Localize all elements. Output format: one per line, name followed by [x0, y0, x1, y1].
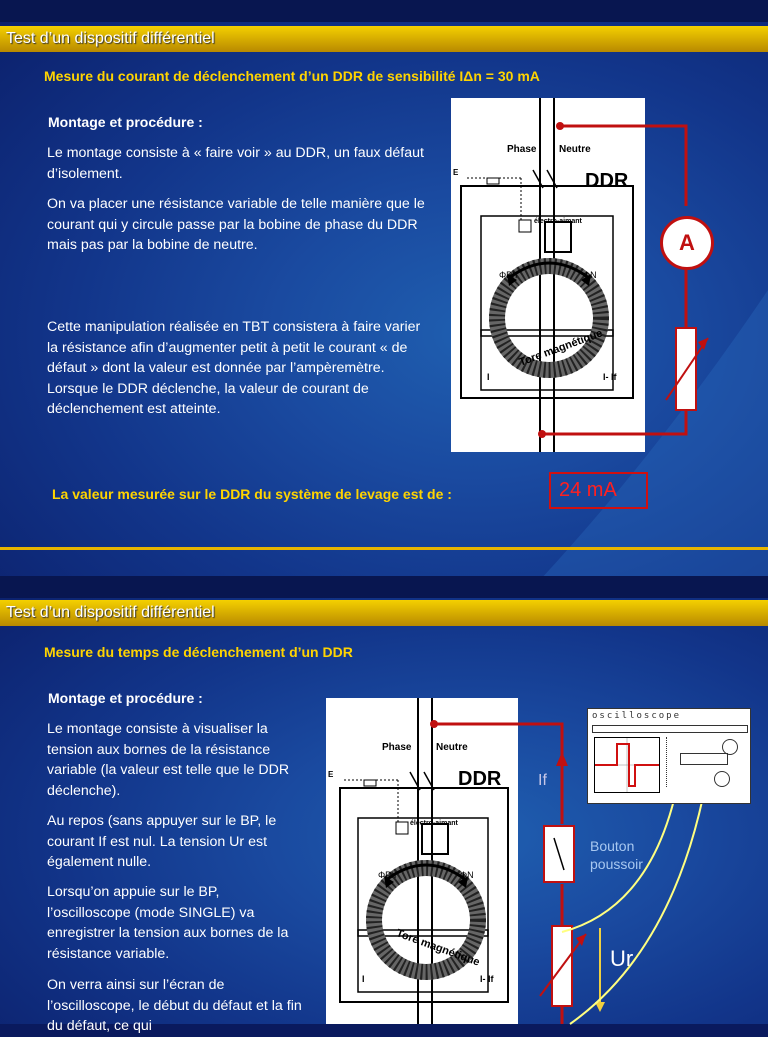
- poussoir-label: poussoir: [590, 856, 643, 872]
- phi-n-label: ΦN: [583, 270, 597, 280]
- oscilloscope-knob: [714, 771, 730, 787]
- paragraph-2: Au repos (sans appuyer sur le BP, le courant If est nul. La tension Ur est également nulle.: [47, 813, 277, 870]
- e-label: E: [453, 168, 459, 177]
- current-i-label: I: [362, 974, 365, 984]
- slide-title: Test d’un dispositif différentiel: [6, 30, 215, 47]
- phase-label: Phase: [382, 742, 412, 753]
- neutre-label: Neutre: [559, 144, 591, 155]
- paragraph-4: On verra ainsi sur l’écran de l’oscilloscope, le début du défaut et la fin du défaut, ce qui: [47, 977, 302, 1034]
- tore-label: Tore magnétique: [517, 327, 605, 369]
- title-bar: [0, 26, 768, 52]
- current-i-if-label: I- If: [603, 372, 617, 382]
- result-value: 24 mA: [549, 472, 648, 509]
- oscilloscope-knob: [722, 739, 738, 755]
- phi-n-label: ΦN: [460, 870, 474, 880]
- slide-title: Test d’un dispositif différentiel: [6, 604, 215, 621]
- neutre-label: Neutre: [436, 742, 468, 753]
- ammeter-icon: A: [660, 216, 714, 270]
- slide-top-band: [0, 576, 768, 598]
- slide-subtitle: Mesure du courant de déclenchement d’un DDR de sensibilité IΔn = 30 mA: [44, 68, 540, 84]
- oscilloscope-keypad: [680, 753, 728, 765]
- tore-label: Tore magnétique: [394, 927, 482, 969]
- oscilloscope-buttons: [666, 737, 677, 787]
- paragraph-2: On va placer une résistance variable de telle manière que le courant qui y circule passe par la bobine de phase du DDR mais pas par la bobine de neutre.: [47, 196, 425, 253]
- test-circuit: [530, 110, 710, 450]
- current-i-label: I: [487, 372, 490, 382]
- ddr-label: DDR: [458, 768, 502, 790]
- bouton-label: Bouton: [590, 838, 635, 854]
- phi-ph-label: ΦPh: [499, 270, 518, 280]
- paragraph-1: Le montage consiste à visualiser la tension aux bornes de la résistance variable (la valeur est telle que le DDR déclenche).: [47, 721, 290, 799]
- result-label: La valeur mesurée sur le DDR du système de levage est de :: [52, 486, 452, 502]
- paragraph-3: Cette manipulation réalisée en TBT consistera à faire varier la résistance afin d’augmenter petit à petit le courant « de défaut » dont la valeur est donnée par l’ampèremètre. Lorsque le DDR déclenche, la valeur de courant de déclenchement est atteinte.: [47, 319, 421, 417]
- ur-label: Ur: [610, 946, 634, 971]
- current-i-if-label: I- If: [480, 974, 494, 984]
- oscilloscope-label: oscilloscope: [592, 711, 682, 721]
- slide-top-band: [0, 0, 768, 22]
- paragraph-1: Le montage consiste à « faire voir » au DDR, un faux défaut d’isolement.: [47, 145, 424, 182]
- electro-aimant-label: électro-aimant: [534, 218, 582, 225]
- oscilloscope-trace: [595, 738, 659, 792]
- oscilloscope-screen: [594, 737, 660, 793]
- slide-subtitle: Mesure du temps de déclenchement d’un DDR: [44, 644, 353, 660]
- phase-label: Phase: [507, 144, 537, 155]
- oscilloscope-icon: [587, 708, 751, 804]
- paragraph-3: Lorsqu’on appuie sur le BP, l’oscilloscope (mode SINGLE) va enregistrer la tension aux bornes de la résistance variable.: [47, 884, 289, 962]
- oscilloscope-top-panel: [592, 725, 748, 733]
- title-bar: [0, 600, 768, 626]
- procedure-heading: Montage et procédure :: [48, 114, 203, 130]
- electro-aimant-label: électro-aimant: [410, 820, 458, 827]
- slide-2: [0, 576, 768, 1034]
- if-label: If: [538, 772, 547, 789]
- e-label: E: [328, 770, 334, 779]
- ddr-label: DDR: [585, 170, 629, 192]
- phi-ph-label: ΦPh: [378, 870, 397, 880]
- procedure-heading: Montage et procédure :: [48, 690, 203, 706]
- bottom-divider: [0, 547, 768, 550]
